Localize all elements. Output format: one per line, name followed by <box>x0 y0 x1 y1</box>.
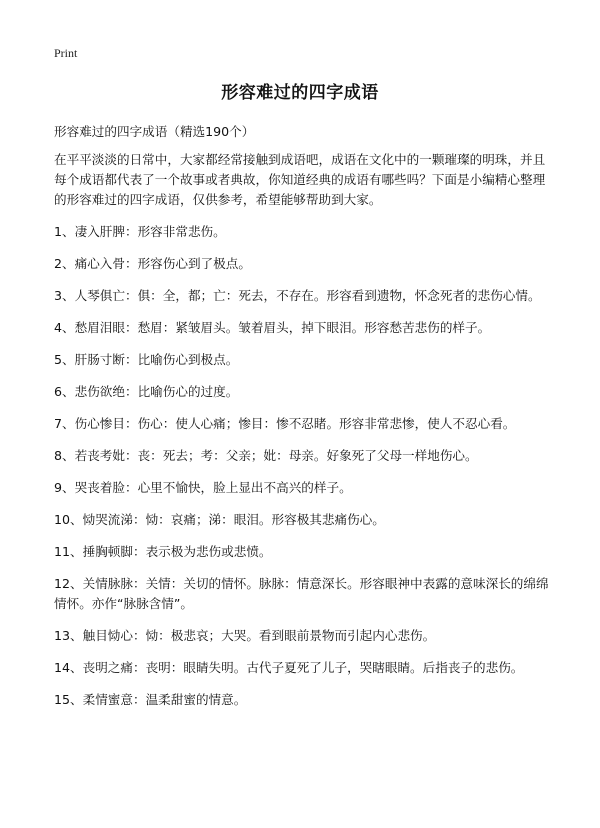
list-item: 5、肝肠寸断：比喻伤心到极点。 <box>54 352 239 367</box>
list-item: 9、哭丧着脸：心里不愉快，脸上显出不高兴的样子。 <box>54 480 352 495</box>
idiom-list <box>54 222 550 710</box>
list-item: 10、恸哭流涕：恸：哀痛；涕：眼泪。形容极其悲痛伤心。 <box>54 512 385 527</box>
page-title: 形容难过的四字成语 <box>221 83 379 103</box>
list-item: 11、捶胸顿脚：表示极为悲伤或悲愤。 <box>54 544 272 559</box>
list-item: 8、若丧考妣：丧：死去；考：父亲；妣：母亲。好象死了父母一样地伤心。 <box>54 448 478 463</box>
article-subtitle: 形容难过的四字成语（精选190个） <box>54 124 255 139</box>
list-item: 7、伤心惨目：伤心：使人心痛；惨目：惨不忍睹。形容非常悲惨，使人不忍心看。 <box>54 416 516 431</box>
article-intro: 在平平淡淡的日常中，大家都经常接触到成语吧，成语在文化中的一颗璀璨的明珠，并且每个成语都代表了一个故事或者典故，你知道经典的成语有哪些吗？下面是小编精心整理的形容难过的四字成语，仅供参考，希望能够帮助到大家。 <box>54 152 546 207</box>
list-item: 15、柔情蜜意：温柔甜蜜的情意。 <box>54 692 247 707</box>
list-item: 13、触目恸心：恸：极悲哀；大哭。看到眼前景物而引起内心悲伤。 <box>54 628 436 643</box>
list-item: 4、愁眉泪眼：愁眉：紧皱眉头。皱着眉头，掉下眼泪。形容愁苦悲伤的样子。 <box>54 320 491 335</box>
list-item: 2、痛心入骨：形容伤心到了极点。 <box>54 256 251 271</box>
list-item: 1、凄入肝脾：形容非常悲伤。 <box>54 224 226 239</box>
list-item: 14、丧明之痛：丧明：眼睛失明。古代子夏死了儿子，哭瞎眼睛。后指丧子的悲伤。 <box>54 660 524 675</box>
article-body <box>54 122 550 722</box>
list-item: 12、关情脉脉：关情：关切的情怀。脉脉：情意深长。形容眼神中表露的意味深长的绵绵情怀。亦作“脉脉含情”。 <box>54 576 549 611</box>
print-link[interactable]: Print <box>54 46 78 60</box>
list-item: 6、悲伤欲绝：比喻伤心的过度。 <box>54 384 239 399</box>
list-item: 3、人琴俱亡：俱：全，都；亡：死去，不存在。形容看到遗物，怀念死者的悲伤心情。 <box>54 288 541 303</box>
